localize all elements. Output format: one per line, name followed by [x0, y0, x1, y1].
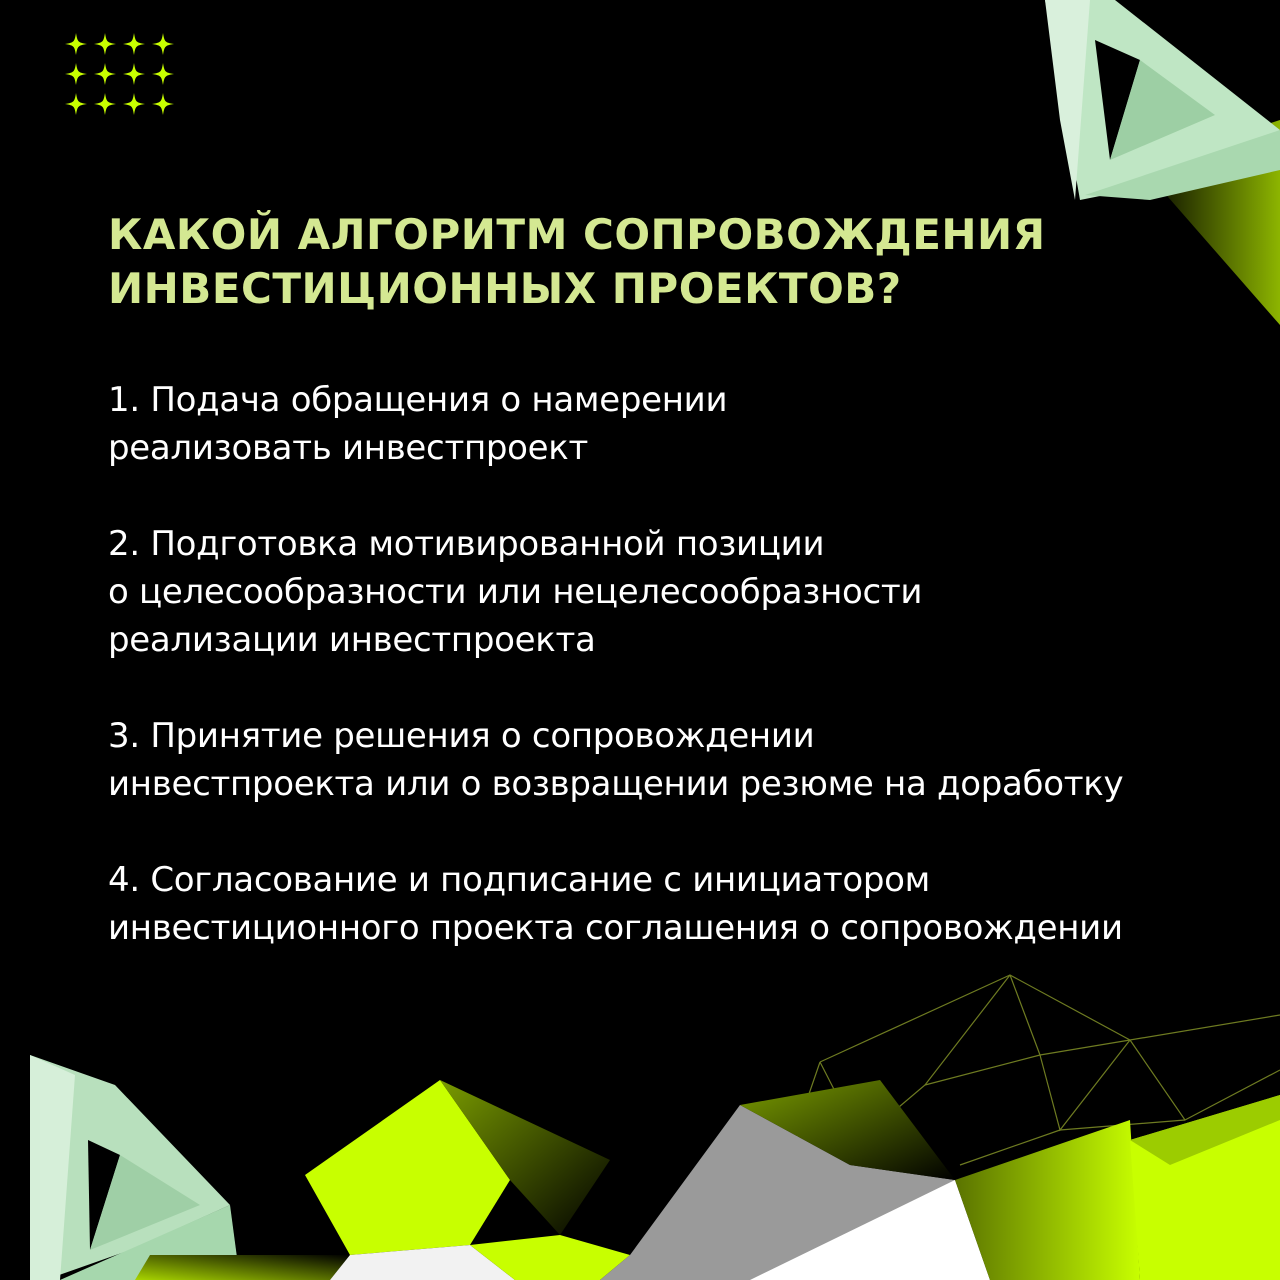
step-item-2: [108, 520, 1188, 664]
step-line: инвестпроекта или о возвращении резюме на доработку: [108, 764, 1124, 804]
step-line: реализации инвестпроекта: [108, 620, 596, 660]
top-right-triangle-icon: [1045, 0, 1280, 200]
step-item-4: [108, 856, 1188, 952]
sparkle-icon: [152, 33, 174, 55]
sparkle-icon: [65, 93, 87, 115]
step-line: реализовать инвестпроект: [108, 428, 589, 468]
steps-list: [108, 376, 1188, 1000]
sparkle-grid: [58, 26, 188, 122]
bottom-polygons: [135, 1080, 1280, 1280]
step-line: 3. Принятие решения о сопровождении: [108, 716, 815, 756]
sparkle-icon: [65, 33, 87, 55]
step-line: о целесообразности или нецелесообразности: [108, 572, 923, 612]
page-title: [108, 208, 1168, 316]
sparkle-icon: [94, 63, 116, 85]
step-item-1: [108, 376, 1188, 472]
step-line: 4. Согласование и подписание с инициатором: [108, 860, 931, 900]
bottom-left-triangle-icon: [30, 1055, 240, 1280]
sparkle-icon: [123, 33, 145, 55]
sparkle-icon: [152, 93, 174, 115]
title-line: КАКОЙ АЛГОРИТМ СОПРОВОЖДЕНИЯ: [108, 210, 1046, 259]
step-item-3: [108, 712, 1188, 808]
title-line: ИНВЕСТИЦИОННЫХ ПРОЕКТОВ?: [108, 264, 902, 313]
step-line: инвестиционного проекта соглашения о сопровождении: [108, 908, 1123, 948]
sparkle-icon: [152, 63, 174, 85]
step-line: 1. Подача обращения о намерении: [108, 380, 728, 420]
sparkle-icon: [65, 63, 87, 85]
step-line: 2. Подготовка мотивированной позиции: [108, 524, 825, 564]
sparkle-icon: [94, 93, 116, 115]
sparkle-icon: [123, 93, 145, 115]
sparkle-icon: [94, 33, 116, 55]
sparkle-icon: [123, 63, 145, 85]
